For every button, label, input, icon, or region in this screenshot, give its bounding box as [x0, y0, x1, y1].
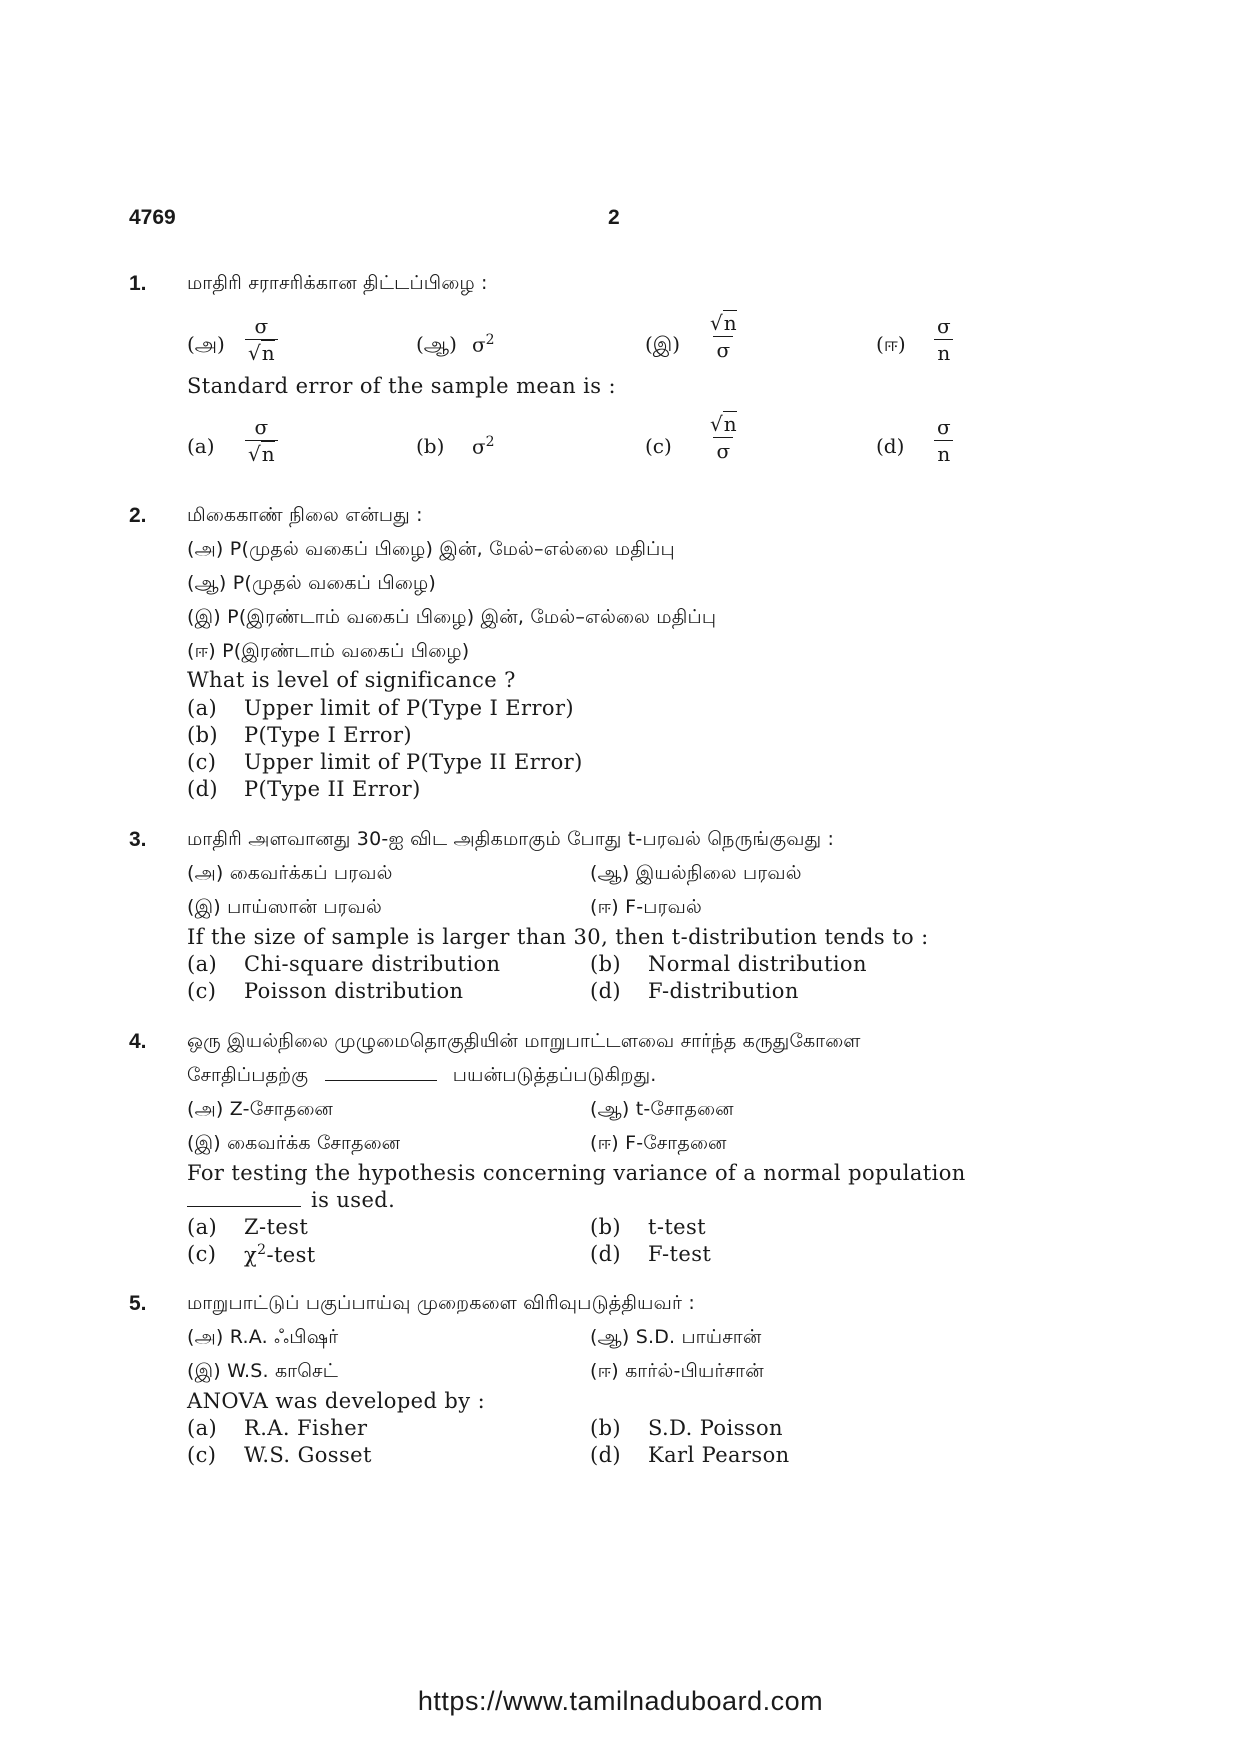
- tamil-text-part: சோதிப்பதற்கு: [187, 1064, 309, 1086]
- q2-ta-option-a: [187, 538, 675, 563]
- question-4-tamil-line1: ஒரு இயல்நிலை முழுமைதொகுதியின் மாறுபாட்டளவை சார்ந்த கருதுகோளை: [187, 1030, 861, 1052]
- q2-en-label-a: (a): [187, 696, 218, 720]
- q4-en-label-b: (b): [590, 1215, 622, 1239]
- question-2-english-text: What is level of significance ?: [187, 668, 516, 692]
- option-text: t-சோதனை: [635, 1098, 734, 1120]
- q1-ta-option-c-fraction: [707, 312, 740, 361]
- fraction-denominator: [245, 440, 278, 465]
- option-label: (ஈ): [590, 896, 619, 918]
- option-text: கைவர்க்க சோதனை: [227, 1132, 401, 1154]
- q4-en-label-a: (a): [187, 1215, 218, 1239]
- q4-en-option-c: [244, 1242, 316, 1267]
- q5-ta-option-c: [187, 1360, 338, 1385]
- fraction-numerator: [707, 312, 740, 336]
- q5-ta-option-a: [187, 1326, 338, 1351]
- option-label: (ஆ): [187, 572, 227, 594]
- q2-ta-option-d: [187, 640, 469, 665]
- question-1-english-text: Standard error of the sample mean is :: [187, 374, 616, 398]
- fraction-denominator: σ: [713, 437, 733, 462]
- q1-en-label-d: (d): [876, 434, 905, 458]
- option-label: (ஈ): [187, 640, 216, 662]
- option-label: (இ): [187, 896, 221, 918]
- q3-en-label-c: (c): [187, 979, 217, 1003]
- q5-en-option-a: R.A. Fisher: [244, 1416, 368, 1440]
- radicand: n: [261, 341, 275, 365]
- question-3-tamil-text: மாதிரி அளவானது 30-ஐ விட அதிகமாகும் போது t-பரவல் நெருங்குவது :: [187, 828, 835, 850]
- q5-en-option-b: S.D. Poisson: [648, 1416, 783, 1440]
- option-text: Z-சோதனை: [229, 1098, 334, 1120]
- q3-ta-option-b: [590, 862, 802, 887]
- fraction-numerator: [707, 413, 740, 437]
- q4-ta-option-c: [187, 1132, 400, 1157]
- q4-ta-option-b: [590, 1098, 734, 1123]
- option-text: S.D. பாய்சான்: [635, 1326, 762, 1348]
- q1-ta-label-c: (இ): [645, 332, 681, 356]
- q2-ta-option-c: [187, 606, 716, 631]
- question-4-tamil-line2: [187, 1064, 657, 1089]
- answer-blank: [187, 1206, 301, 1207]
- question-2-number: 2.: [129, 504, 147, 527]
- option-text: P(இரண்டாம் வகைப் பிழை) இன், மேல்–எல்லை மதிப்பு: [227, 606, 717, 628]
- sqrt-symbol: √: [248, 341, 261, 365]
- q1-ta-label-b: (ஆ): [416, 332, 457, 356]
- option-text: -test: [266, 1243, 316, 1267]
- q1-ta-option-a-fraction: [245, 315, 278, 364]
- option-text: P(முதல் வகைப் பிழை): [232, 572, 436, 594]
- q2-en-option-a: Upper limit of P(Type I Error): [244, 696, 574, 720]
- option-label: (அ): [187, 1326, 224, 1348]
- radicand: n: [723, 412, 737, 436]
- q4-en-label-d: (d): [590, 1242, 622, 1266]
- q5-ta-option-d: [590, 1360, 764, 1385]
- q5-en-label-a: (a): [187, 1416, 218, 1440]
- q3-en-label-d: (d): [590, 979, 622, 1003]
- option-label: (அ): [187, 1098, 224, 1120]
- option-text: கார்ல்-பியர்சான்: [625, 1360, 764, 1382]
- question-1-tamil-text: மாதிரி சராசரிக்கான திட்டப்பிழை :: [187, 272, 488, 294]
- fraction-numerator: σ: [254, 314, 269, 338]
- question-1-number: 1.: [129, 272, 147, 295]
- option-text: கைவர்க்கப் பரவல்: [229, 862, 393, 884]
- question-2-tamil-text: மிகைகாண் நிலை என்பது :: [187, 504, 423, 526]
- chi-symbol: χ: [244, 1243, 258, 1267]
- option-text: W.S. காசெட்: [227, 1360, 339, 1382]
- q1-ta-option-d-fraction: [934, 315, 954, 364]
- question-3-english-text: If the size of sample is larger than 30, then t-distribution tends to :: [187, 925, 929, 949]
- option-label: (இ): [187, 1360, 221, 1382]
- q1-en-label-a: (a): [187, 434, 215, 458]
- option-label: (இ): [187, 606, 221, 628]
- q4-en-option-d: F-test: [648, 1242, 712, 1266]
- question-4-english-line1: For testing the hypothesis concerning variance of a normal population: [187, 1161, 966, 1185]
- q2-en-option-b: P(Type I Error): [244, 723, 412, 747]
- question-5-number: 5.: [129, 1292, 147, 1315]
- sqrt-symbol: √: [248, 442, 261, 466]
- option-label: (ஆ): [590, 1326, 630, 1348]
- q4-ta-option-d: [590, 1132, 727, 1157]
- q1-ta-option-b: [472, 332, 495, 357]
- q5-en-option-c: W.S. Gosset: [244, 1443, 372, 1467]
- option-label: (ஆ): [590, 862, 630, 884]
- radicand: n: [261, 442, 275, 466]
- q2-ta-option-b: [187, 572, 436, 597]
- fraction-numerator: σ: [937, 415, 951, 439]
- radicand: n: [723, 311, 737, 335]
- q2-en-label-d: (d): [187, 777, 219, 801]
- fraction-denominator: n: [934, 339, 953, 364]
- q2-en-label-c: (c): [187, 750, 217, 774]
- sqrt-symbol: √: [710, 412, 723, 436]
- answer-blank: [325, 1080, 437, 1081]
- q1-en-option-c-fraction: [707, 413, 740, 462]
- question-4-english-line2: [187, 1188, 395, 1212]
- fraction-numerator: σ: [937, 314, 951, 338]
- paper-code: 4769: [129, 206, 176, 229]
- option-label: (அ): [187, 538, 224, 560]
- q2-en-option-c: Upper limit of P(Type II Error): [244, 750, 583, 774]
- sigma-symbol: σ: [472, 332, 486, 357]
- q4-en-option-b: t-test: [648, 1215, 707, 1239]
- option-text: இயல்நிலை பரவல்: [635, 862, 802, 884]
- superscript: 2: [485, 332, 495, 348]
- option-label: (ஈ): [590, 1132, 619, 1154]
- question-5-english-text: ANOVA was developed by :: [187, 1389, 486, 1413]
- q4-en-option-a: Z-test: [244, 1215, 309, 1239]
- q1-en-label-b: (b): [416, 434, 445, 458]
- q3-en-option-b: Normal distribution: [648, 952, 867, 976]
- option-text: F-சோதனை: [625, 1132, 727, 1154]
- option-text: F-பரவல்: [625, 896, 702, 918]
- question-4-number: 4.: [129, 1030, 147, 1053]
- option-text: P(முதல் வகைப் பிழை) இன், மேல்–எல்லை மதிப்பு: [229, 538, 675, 560]
- q1-en-option-b: [472, 434, 495, 459]
- q1-ta-label-a: (அ): [187, 332, 225, 356]
- q1-en-label-c: (c): [645, 434, 672, 458]
- q3-en-label-b: (b): [590, 952, 622, 976]
- option-label: (ஈ): [590, 1360, 619, 1382]
- sigma-symbol: σ: [472, 434, 486, 459]
- english-text-part: is used.: [311, 1188, 396, 1212]
- footer-url-link[interactable]: https://www.tamilnaduboard.com: [417, 1686, 824, 1716]
- fraction-numerator: σ: [254, 415, 269, 439]
- option-text: பாய்ஸான் பரவல்: [227, 896, 383, 918]
- q5-en-label-c: (c): [187, 1443, 217, 1467]
- fraction-denominator: σ: [713, 336, 733, 361]
- option-text: R.A. ஃபிஷர்: [229, 1326, 339, 1348]
- q2-en-label-b: (b): [187, 723, 219, 747]
- option-text: P(இரண்டாம் வகைப் பிழை): [222, 640, 470, 662]
- q3-ta-option-a: [187, 862, 393, 887]
- question-5-tamil-text: மாறுபாட்டுப் பகுப்பாய்வு முறைகளை விரிவுபடுத்தியவர் :: [187, 1292, 695, 1314]
- q1-en-option-d-fraction: [934, 416, 954, 465]
- q1-ta-label-d: (ஈ): [876, 332, 906, 356]
- q5-en-label-b: (b): [590, 1416, 622, 1440]
- q4-en-label-c: (c): [187, 1242, 217, 1266]
- fraction-denominator: [245, 339, 278, 364]
- option-label: (இ): [187, 1132, 221, 1154]
- q5-ta-option-b: [590, 1326, 762, 1351]
- q3-en-option-d: F-distribution: [648, 979, 799, 1003]
- q2-en-option-d: P(Type II Error): [244, 777, 421, 801]
- fraction-denominator: n: [934, 440, 953, 465]
- q3-en-option-c: Poisson distribution: [244, 979, 464, 1003]
- q3-en-option-a: Chi-square distribution: [244, 952, 501, 976]
- q5-en-label-d: (d): [590, 1443, 622, 1467]
- q5-en-option-d: Karl Pearson: [648, 1443, 790, 1467]
- option-label: (அ): [187, 862, 224, 884]
- superscript: 2: [485, 434, 495, 450]
- q1-en-option-a-fraction: [245, 416, 278, 465]
- superscript: 2: [257, 1242, 267, 1258]
- q3-ta-option-c: [187, 896, 382, 921]
- page-number: 2: [608, 206, 620, 229]
- tamil-text-part: பயன்படுத்தப்படுகிறது.: [452, 1064, 657, 1086]
- q3-en-label-a: (a): [187, 952, 218, 976]
- question-3-number: 3.: [129, 828, 147, 851]
- sqrt-symbol: √: [710, 311, 723, 335]
- option-label: (ஆ): [590, 1098, 630, 1120]
- q4-ta-option-a: [187, 1098, 333, 1123]
- q3-ta-option-d: [590, 896, 702, 921]
